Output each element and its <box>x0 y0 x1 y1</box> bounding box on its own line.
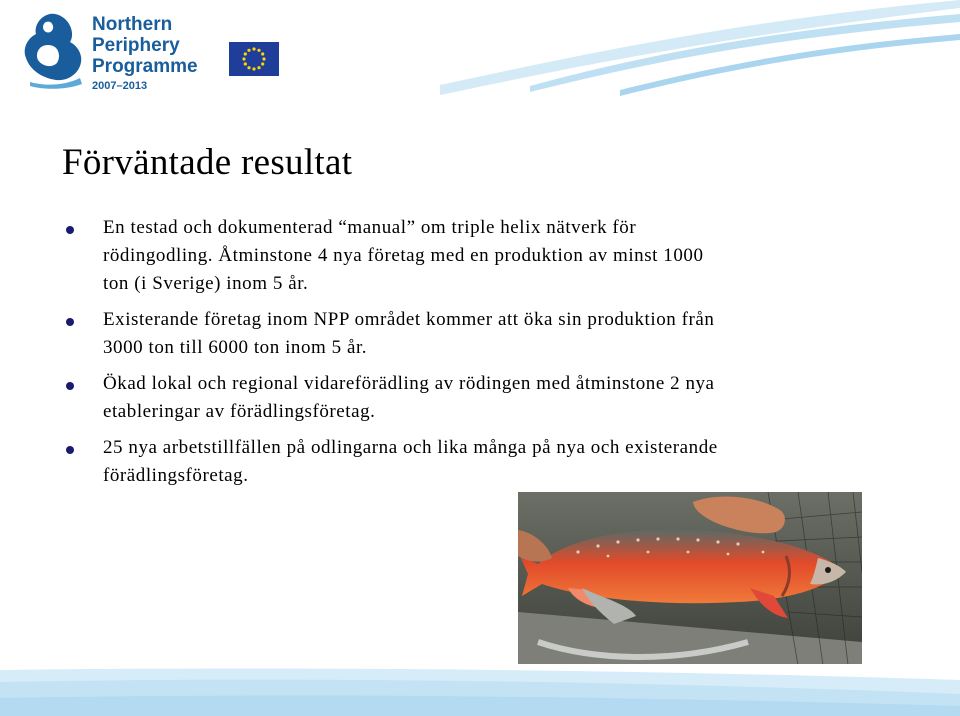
bullet-line: etableringar av förädlingsföretag. <box>103 401 376 422</box>
logo-years: 2007–2013 <box>92 80 148 92</box>
bullet-dot-icon <box>66 318 74 326</box>
logo-line-2: Periphery <box>92 35 180 56</box>
bullet-line: 3000 ton till 6000 ton inom 5 år. <box>103 337 368 358</box>
header-swoosh-decoration <box>440 0 960 100</box>
bullet-line: 25 nya arbetstillfällen på odlingarna och lika många på nya och existerande <box>103 437 718 458</box>
bullet-line: rödingodling. Åtminstone 4 nya företag med en produktion av minst 1000 <box>103 245 704 266</box>
bullet-dot-icon <box>66 382 74 390</box>
bullet-line: Existerande företag inom NPP området kommer att öka sin produktion från <box>103 309 715 330</box>
bullet-dot-icon <box>66 446 74 454</box>
list-item <box>62 214 942 298</box>
bird-logo-icon <box>20 8 88 90</box>
logo-line-3: Programme <box>92 56 198 77</box>
bullet-line: ton (i Sverige) inom 5 år. <box>103 273 309 294</box>
slide-title: Förväntade resultat <box>62 142 353 183</box>
arctic-char-fish-photo <box>518 492 862 665</box>
list-item <box>62 306 942 362</box>
bullet-line: En testad och dokumenterad “manual” om triple helix nätverk för <box>103 217 637 238</box>
bullet-line: förädlingsföretag. <box>103 465 249 486</box>
eu-flag-icon <box>229 42 279 76</box>
bullet-dot-icon <box>66 226 74 234</box>
programme-logo-text <box>92 14 198 77</box>
logo-line-1: Northern <box>92 14 173 35</box>
list-item <box>62 434 942 490</box>
results-bullet-list <box>62 214 942 498</box>
footer-swoosh-decoration <box>0 664 960 716</box>
header <box>0 0 960 110</box>
bullet-line: Ökad lokal och regional vidareförädling av rödingen med åtminstone 2 nya <box>103 373 715 394</box>
list-item <box>62 370 942 426</box>
